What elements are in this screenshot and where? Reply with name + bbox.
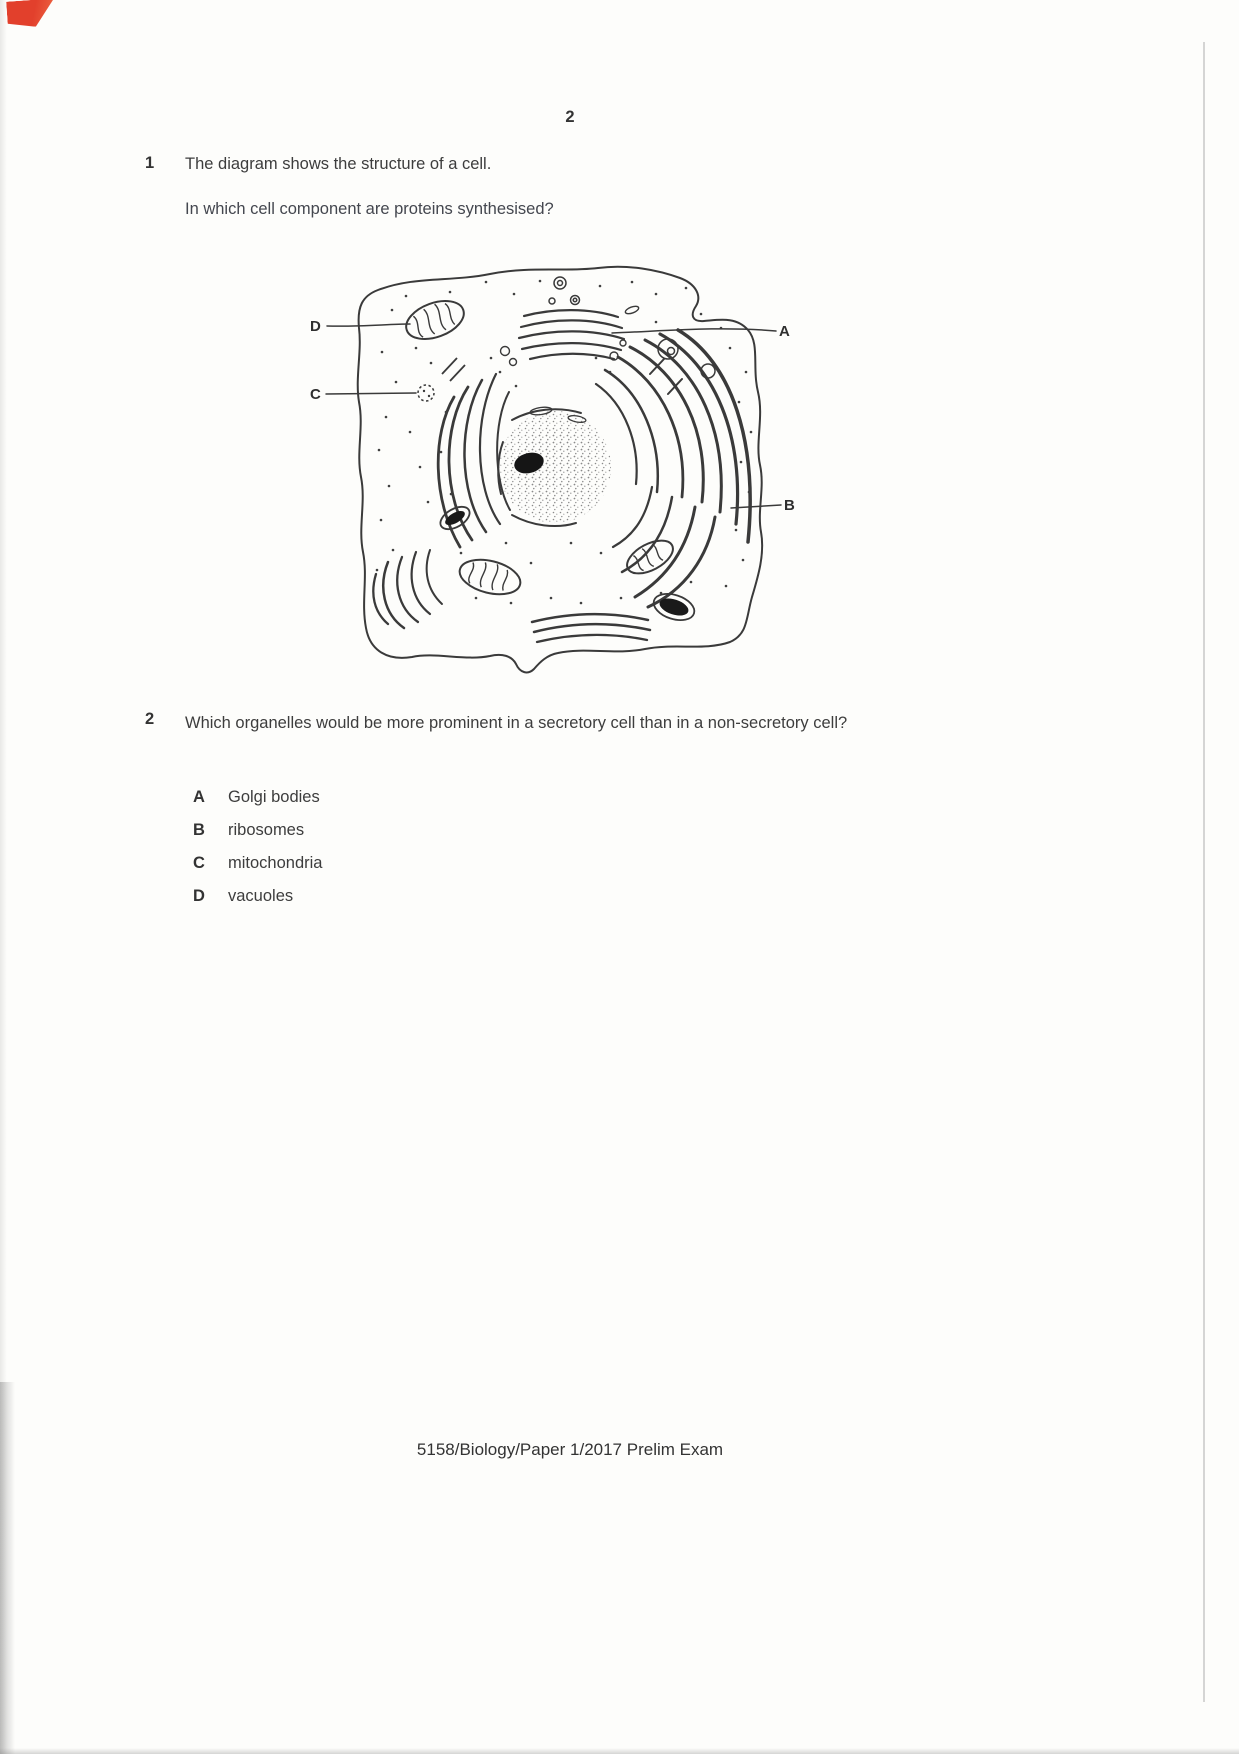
option-d-letter: D	[193, 887, 205, 905]
page-footer: 5158/Biology/Paper 1/2017 Prelim Exam	[416, 1440, 724, 1459]
option-a	[193, 788, 322, 821]
question1-statement: The diagram shows the structure of a cell.	[185, 155, 492, 173]
endoplasmic-reticulum-bottom-left	[373, 550, 442, 628]
label-c-leader-line	[326, 393, 416, 394]
option-d-text: vacuoles	[228, 887, 294, 905]
diagram-label-d: D	[310, 318, 321, 335]
scan-artifact-red-mark	[6, 0, 56, 29]
nucleus	[499, 411, 611, 523]
mitochondrion-top-left	[401, 294, 469, 346]
page-edge-shadow-bottom-left	[0, 1382, 15, 1754]
option-c-letter: C	[193, 854, 205, 872]
diagram-label-a: A	[779, 323, 790, 340]
dark-organelle-bottom-right	[650, 589, 697, 625]
question1-prompt: In which cell component are proteins synthesised?	[185, 199, 554, 218]
label-a-leader-line	[612, 329, 776, 333]
page-edge-line-right	[1203, 42, 1205, 1702]
option-c	[193, 854, 322, 887]
diagram-label-b: B	[784, 497, 795, 514]
endoplasmic-reticulum-bottom	[532, 614, 650, 642]
question2-options	[193, 788, 322, 920]
mitochondrion-bottom-left	[456, 554, 524, 600]
question2-number: 2	[145, 710, 155, 728]
label-d-leader-line	[327, 324, 410, 326]
question1-text	[185, 154, 985, 219]
option-c-text: mitochondria	[228, 854, 323, 872]
question1-number: 1	[145, 154, 155, 172]
endoplasmic-reticulum-right	[596, 330, 750, 607]
centriole	[418, 358, 465, 401]
option-b	[193, 821, 322, 854]
option-b-letter: B	[193, 821, 205, 839]
mitochondrion-right	[622, 534, 678, 580]
option-a-letter: A	[193, 788, 205, 806]
option-a-text: Golgi bodies	[228, 788, 320, 806]
page-number: 2	[565, 108, 575, 126]
vesicles	[549, 277, 715, 378]
option-b-text: ribosomes	[228, 821, 305, 839]
diagram-label-c: C	[310, 386, 321, 403]
cell-diagram	[300, 252, 815, 692]
page-edge-shadow-bottom	[0, 1748, 1239, 1754]
option-d	[193, 887, 322, 920]
question2-text: Which organelles would be more prominent in a secretory cell than in a non-secretory cell?	[185, 714, 848, 732]
